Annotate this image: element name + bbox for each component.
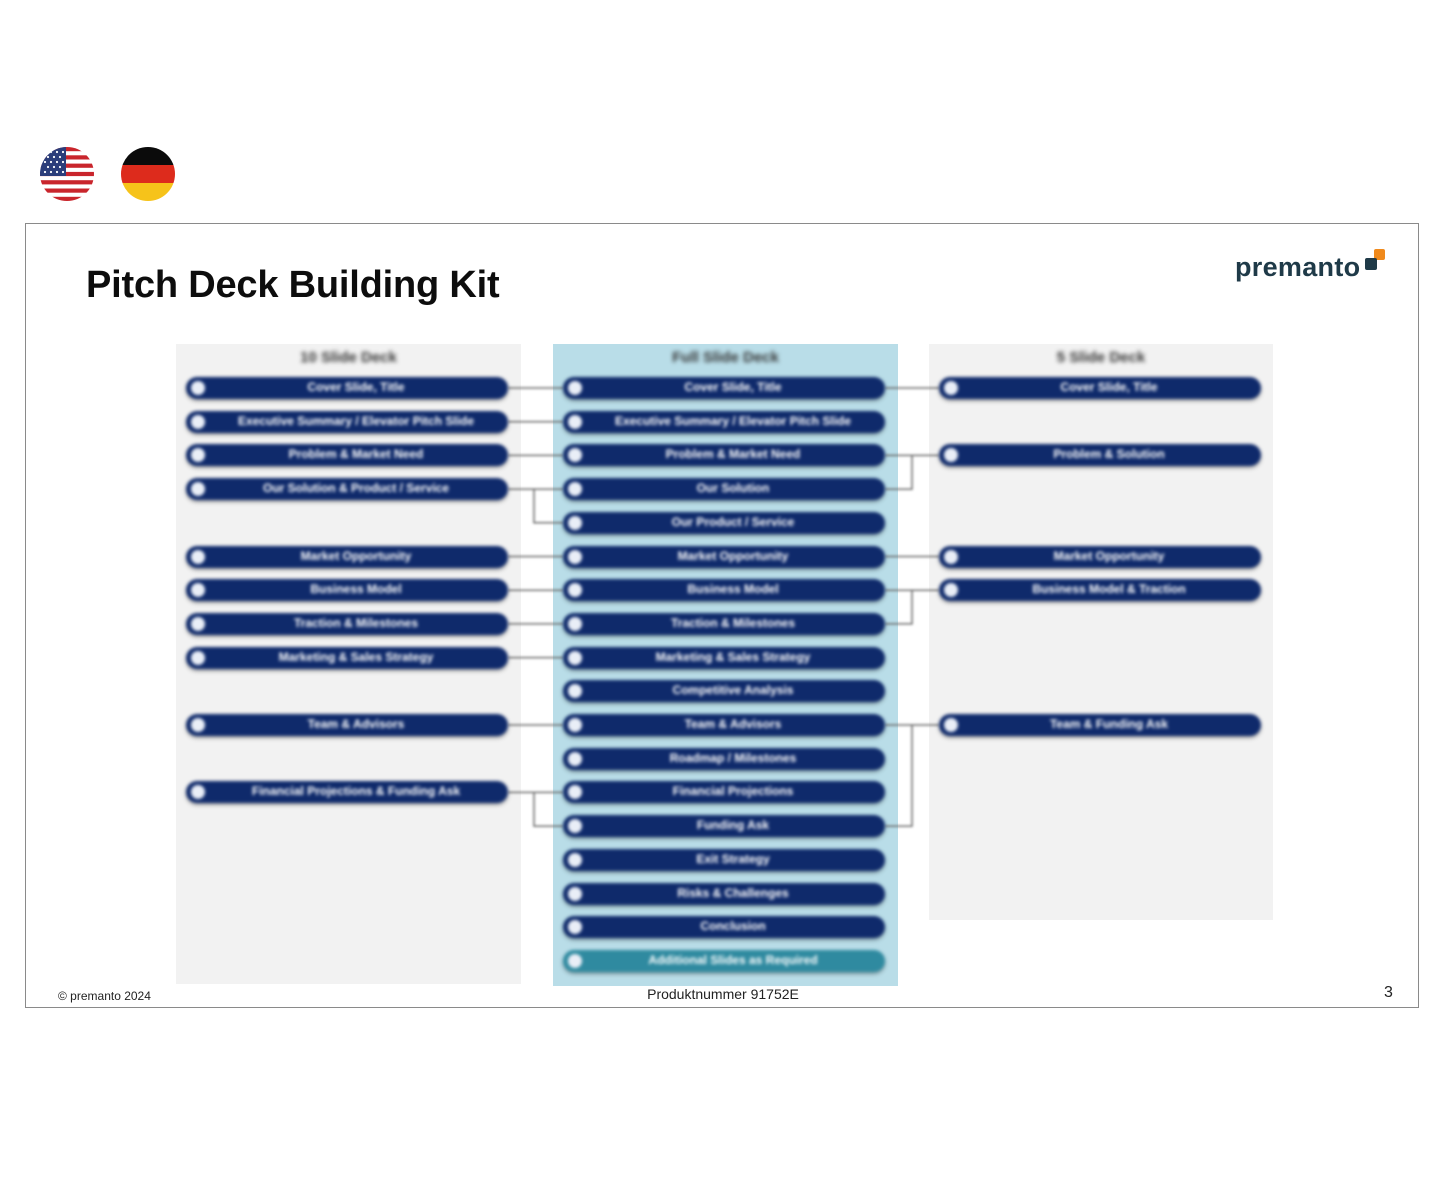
slide-item-label: Additional Slides as Required (648, 952, 818, 967)
slide-item-five (939, 714, 1261, 736)
bullet-circle-icon (191, 651, 205, 665)
bullet-circle-icon (568, 516, 582, 530)
slide-item-label: Business Model & Traction (1032, 582, 1186, 597)
copyright-text: © premanto 2024 (58, 989, 151, 1003)
slide-item-label: Market Opportunity (300, 548, 412, 563)
connector-line (885, 590, 912, 624)
bullet-circle-icon (944, 718, 958, 732)
slide-item-ten (186, 478, 508, 500)
slide-item-full (563, 781, 885, 803)
slide-item-label: Funding Ask (696, 818, 770, 833)
product-number: Produktnummer 91752E (647, 986, 799, 1002)
slide-item-label: Traction & Milestones (670, 615, 796, 630)
slide-item-label: Business Model (310, 582, 402, 597)
slide-item-label: Team & Advisors (684, 717, 782, 731)
slide-item-label: Marketing & Sales Strategy (278, 649, 434, 664)
slide-item-full (563, 748, 885, 770)
logo-wordmark: premanto (1235, 252, 1361, 282)
slide-item-full (563, 950, 885, 972)
slide-item-full (563, 680, 885, 702)
bullet-circle-icon (191, 448, 205, 462)
bullet-circle-icon (191, 583, 205, 597)
slide-item-label: Risks & Challenges (677, 885, 789, 900)
slide-item-label: Exit Strategy (696, 851, 770, 866)
slide-item-full (563, 444, 885, 466)
germany-flag-icon[interactable] (121, 147, 175, 201)
bullet-circle-icon (568, 819, 582, 833)
slide-item-ten (186, 444, 508, 466)
slide-item-five (939, 579, 1261, 601)
slide-item-full (563, 579, 885, 601)
bullet-circle-icon (191, 617, 205, 631)
us-flag-icon[interactable] (40, 147, 94, 201)
slide-item-ten (186, 411, 508, 433)
slide-title: Pitch Deck Building Kit (86, 264, 500, 306)
bullet-circle-icon (191, 550, 205, 564)
bullet-circle-icon (568, 482, 582, 496)
bullet-circle-icon (568, 920, 582, 934)
page-number: 3 (1384, 984, 1393, 1001)
slide-item-ten (186, 613, 508, 635)
bullet-circle-icon (944, 448, 958, 462)
slide-item-label: Executive Summary / Elevator Pitch Slide (237, 413, 475, 428)
bullet-circle-icon (568, 583, 582, 597)
bullet-circle-icon (191, 381, 205, 395)
slide-item-label: Traction & Milestones (293, 615, 419, 630)
bullet-circle-icon (944, 550, 958, 564)
connector-line (534, 792, 563, 826)
slide-item-full (563, 613, 885, 635)
slide-item-label: Team & Advisors (307, 717, 405, 731)
slide-item-five (939, 546, 1261, 568)
slide-item-ten (186, 579, 508, 601)
slide-item-ten (186, 714, 508, 736)
connector-line (885, 725, 912, 826)
slide-item-full (563, 815, 885, 837)
column-ten-title: 10 Slide Deck (300, 349, 397, 366)
bullet-circle-icon (568, 853, 582, 867)
slide-item-full (563, 916, 885, 938)
slide-item-full (563, 411, 885, 433)
slide-item-full (563, 883, 885, 905)
bullet-circle-icon (568, 718, 582, 732)
slide-item-label: Executive Summary / Elevator Pitch Slide (614, 413, 852, 428)
bullet-circle-icon (944, 381, 958, 395)
slide-frame (25, 223, 1419, 1008)
slide-item-label: Problem & Solution (1053, 447, 1165, 462)
slide-item-ten (186, 647, 508, 669)
slide-item-full (563, 478, 885, 500)
slide-item-full (563, 512, 885, 534)
bullet-circle-icon (568, 954, 582, 968)
slide-item-label: Cover Slide, Title (1060, 380, 1158, 394)
slide-item-label: Business Model (687, 582, 779, 597)
slide-item-ten (186, 781, 508, 803)
slide-item-label: Our Product / Service (671, 514, 795, 529)
slide-item-ten (186, 377, 508, 399)
slide-item-label: Marketing & Sales Strategy (655, 649, 811, 664)
column-five-title: 5 Slide Deck (1056, 349, 1146, 366)
slide-item-label: Our Solution & Product / Service (262, 481, 450, 496)
bullet-circle-icon (568, 651, 582, 665)
bullet-circle-icon (568, 887, 582, 901)
slide-item-label: Problem & Market Need (288, 447, 424, 462)
bullet-circle-icon (191, 482, 205, 496)
bullet-circle-icon (568, 785, 582, 799)
slide-item-full (563, 714, 885, 736)
slide-item-full (563, 647, 885, 669)
slide-item-label: Competitive Analysis (672, 683, 794, 698)
slide-item-label: Our Solution (696, 481, 770, 496)
slide-item-five (939, 444, 1261, 466)
slide-item-full (563, 546, 885, 568)
bullet-circle-icon (568, 381, 582, 395)
slide-item-label: Cover Slide, Title (684, 380, 782, 394)
slide-item-ten (186, 546, 508, 568)
bullet-circle-icon (568, 617, 582, 631)
slide-item-label: Conclusion (700, 919, 766, 934)
bullet-circle-icon (191, 718, 205, 732)
bullet-circle-icon (568, 550, 582, 564)
connector-line (534, 489, 563, 523)
slide-item-label: Roadmap / Milestones (669, 750, 797, 765)
slide-item-label: Team & Funding Ask (1049, 717, 1168, 731)
slide-item-label: Financial Projections (672, 784, 794, 799)
slide-item-full (563, 377, 885, 399)
bullet-circle-icon (944, 583, 958, 597)
slide-item-label: Cover Slide, Title (307, 380, 405, 394)
slide-item-full (563, 849, 885, 871)
bullet-circle-icon (568, 752, 582, 766)
slide-item-label: Market Opportunity (677, 548, 789, 563)
column-full-title: Full Slide Deck (672, 349, 779, 366)
slide-item-label: Financial Projections & Funding Ask (251, 784, 461, 799)
slide-item-five (939, 377, 1261, 399)
slide-item-label: Problem & Market Need (665, 447, 801, 462)
bullet-circle-icon (568, 415, 582, 429)
bullet-circle-icon (191, 415, 205, 429)
slide-item-label: Market Opportunity (1053, 548, 1165, 563)
bullet-circle-icon (191, 785, 205, 799)
connector-line (885, 455, 912, 489)
bullet-circle-icon (568, 448, 582, 462)
bullet-circle-icon (568, 684, 582, 698)
